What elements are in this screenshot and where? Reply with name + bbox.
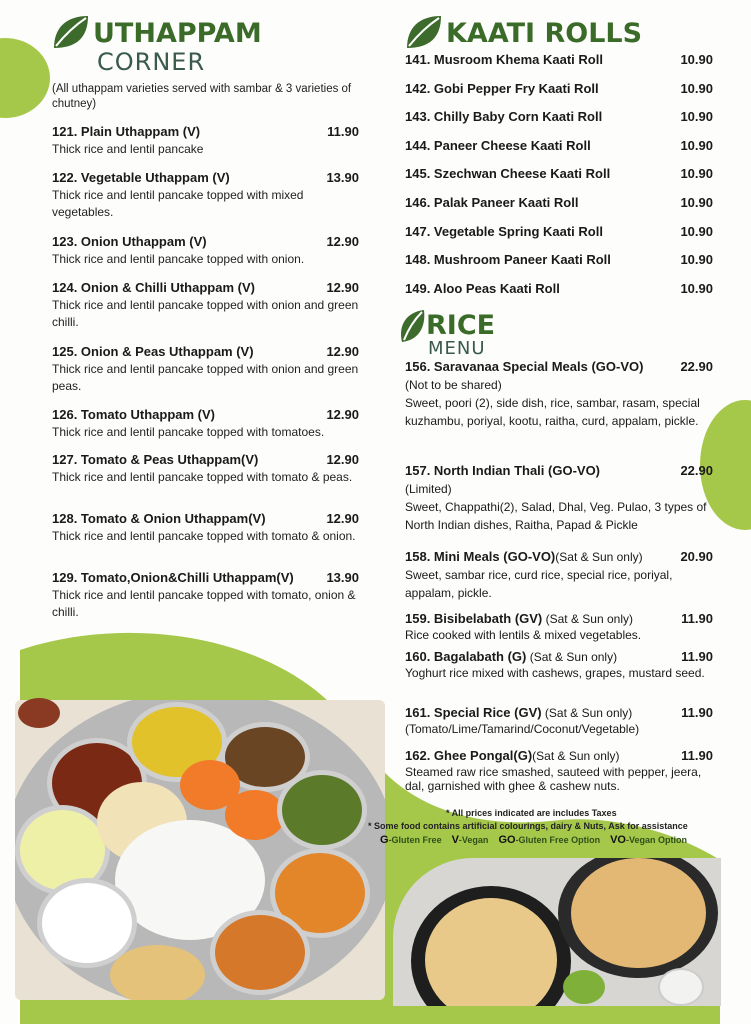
legend-entry <box>610 835 687 845</box>
menu-item-name-text: 162. Ghee Pongal(G) <box>405 748 533 763</box>
menu-item <box>405 358 713 430</box>
legend-code: GO <box>498 834 516 846</box>
menu-item-desc: Steamed raw rice smashed, sauteed with pepper, jeera, dal, garnished with ghee & cashew nuts. <box>405 765 702 793</box>
menu-item-name: 148. Mushroom Paneer Kaati Roll <box>405 252 611 268</box>
papad <box>110 945 205 1000</box>
thali-photo <box>15 700 385 1000</box>
kaati-item <box>405 138 713 153</box>
menu-item-desc: Rice cooked with lentils & mixed vegetables. <box>405 628 642 642</box>
menu-item-price: 10.90 <box>680 223 713 239</box>
kaati-item <box>405 252 713 267</box>
legend-entry <box>498 835 600 845</box>
legend-code: V <box>451 834 459 846</box>
uthappam-intro: (All uthappam varieties served with sambar & 3 varieties of chutney) <box>52 83 352 110</box>
menu-item <box>52 570 359 621</box>
menu-item-row <box>52 570 359 585</box>
leaf-icon <box>398 308 426 344</box>
menu-item-desc: Thick rice and lentil pancake topped with onion and green chilli. <box>52 298 359 329</box>
menu-item-name: 145. Szechwan Cheese Kaati Roll <box>405 166 611 182</box>
rice-subtitle: MENU <box>428 338 486 359</box>
diet-legend <box>380 834 697 846</box>
menu-item-price: 10.90 <box>680 137 713 153</box>
menu-item-price: 10.90 <box>680 195 713 210</box>
leaf-icon <box>52 14 90 50</box>
menu-item-row <box>52 170 359 185</box>
menu-item <box>52 124 359 158</box>
bowl-okra <box>277 770 367 850</box>
menu-item-name <box>405 747 620 765</box>
menu-item-desc: (Limited) Sweet, Chappathi(2), Salad, Dhal, Veg. Pulao, 3 types of North Indian dishes, Raitha, Papad & Pickle <box>405 482 707 532</box>
leaf-icon <box>405 14 443 50</box>
menu-item-price: 22.90 <box>680 359 713 374</box>
legend-label: -Gluten Free Option <box>515 835 601 845</box>
menu-item <box>405 548 713 602</box>
menu-item-price: 12.90 <box>326 511 359 526</box>
menu-item-name-text: 161. Special Rice (GV) <box>405 705 542 720</box>
menu-item-name: 142. Gobi Pepper Fry Kaati Roll <box>405 80 599 96</box>
legend-label: -Vegan Option <box>625 835 687 845</box>
menu-item-price: 10.90 <box>680 52 713 67</box>
kaati-item <box>405 81 713 96</box>
menu-item-row <box>405 548 713 566</box>
menu-item-price: 22.90 <box>680 463 713 478</box>
menu-item-price: 10.90 <box>680 80 713 96</box>
menu-item <box>52 234 359 268</box>
menu-item <box>405 648 713 680</box>
menu-item-desc: Thick rice and lentil pancake <box>52 142 204 156</box>
menu-item-desc: Yoghurt rice mixed with cashews, grapes, mustard seed. <box>405 666 705 680</box>
menu-item-row <box>52 344 359 359</box>
menu-item-price: 12.90 <box>326 344 359 359</box>
uthappam-subtitle: CORNER <box>97 48 206 76</box>
menu-item-name <box>405 704 632 722</box>
menu-item-name: 129. Tomato,Onion&Chilli Uthappam(V) <box>52 570 294 585</box>
menu-item-price: 11.90 <box>681 705 713 720</box>
legend-entry <box>452 835 489 845</box>
menu-item-note: (Sat & Sun only) <box>532 749 620 763</box>
menu-item-price: 12.90 <box>326 280 359 295</box>
menu-item-name <box>405 462 600 480</box>
kaati-item <box>405 281 713 296</box>
menu-item <box>405 747 713 793</box>
menu-item-price: 12.90 <box>326 407 359 422</box>
menu-item-row <box>52 234 359 249</box>
menu-item-price: 13.90 <box>326 170 359 185</box>
menu-item-name: 146. Palak Paneer Kaati Roll <box>405 195 579 210</box>
menu-item-note: (Sat & Sun only) <box>542 612 633 626</box>
menu-item-row <box>405 704 713 722</box>
menu-item <box>52 170 359 221</box>
menu-item-name: 128. Tomato & Onion Uthappam(V) <box>52 511 266 526</box>
allergy-note: * Some food contains artificial colourings, dairy & Nuts, Ask for assistance <box>368 821 688 831</box>
menu-item-price: 13.90 <box>326 570 359 585</box>
menu-item-name: 121. Plain Uthappam (V) <box>52 124 201 139</box>
menu-item-row <box>405 610 713 628</box>
menu-item-name: 144. Paneer Cheese Kaati Roll <box>405 137 591 153</box>
uthappam-2 <box>571 858 706 968</box>
kaati-item <box>405 52 713 67</box>
menu-item-price: 10.90 <box>680 109 713 125</box>
bowl-curry-3 <box>210 910 310 995</box>
legend-label: -Vegan <box>458 835 489 845</box>
menu-item-name <box>405 548 643 566</box>
menu-item-price: 11.90 <box>681 649 713 664</box>
menu-item-row <box>405 648 713 666</box>
menu-item-desc: Thick rice and lentil pancake topped with onion. <box>52 252 305 266</box>
menu-item <box>405 704 713 736</box>
kaati-title: KAATI ROLLS <box>446 18 643 49</box>
menu-item-row <box>52 452 359 467</box>
menu-item <box>52 407 359 441</box>
menu-item-price: 10.90 <box>680 166 713 182</box>
menu-item-name: 143. Chilly Baby Corn Kaati Roll <box>405 109 603 125</box>
menu-item-desc: Thick rice and lentil pancake topped with tomato & onion. <box>52 529 356 543</box>
menu-item-name-text: 160. Bagalabath (G) <box>405 649 527 664</box>
uthappam-photo <box>393 858 721 1006</box>
menu-item-note: (Sat & Sun only) <box>526 650 618 664</box>
menu-item-price: 20.90 <box>680 549 713 564</box>
jalebi-2 <box>225 790 285 840</box>
menu-item <box>405 462 713 534</box>
kaati-item <box>405 166 713 181</box>
chutney-bowl <box>563 970 605 1004</box>
legend-entry <box>380 835 442 845</box>
menu-item-name: 123. Onion Uthappam (V) <box>52 234 207 249</box>
menu-item-desc: (Not to be shared) Sweet, poori (2), side dish, rice, sambar, rasam, special kuzhambu, poriyal, kootu, raitha, curd, appalam, pickle. <box>405 378 700 428</box>
menu-item-name: 149. Aloo Peas Kaati Roll <box>405 280 560 296</box>
menu-item-row <box>405 358 713 376</box>
menu-item-row <box>52 280 359 295</box>
menu-item-price: 10.90 <box>680 252 713 268</box>
menu-item-name-text: 156. Saravanaa Special Meals (GO-VO) <box>405 359 644 374</box>
legend-code: G <box>380 834 389 846</box>
menu-item-name-text: 158. Mini Meals (GO-VO) <box>405 549 556 564</box>
menu-item-desc: Thick rice and lentil pancake topped with tomatoes. <box>52 425 325 439</box>
menu-item-note: (Sat & Sun only) <box>555 550 643 564</box>
menu-item-name <box>405 648 617 666</box>
menu-item <box>52 344 359 395</box>
menu-item-name <box>405 610 633 628</box>
tax-note: * All prices indicated are includes Taxes <box>446 808 617 818</box>
menu-item <box>52 511 359 545</box>
menu-item-price: 10.90 <box>680 280 713 296</box>
lime-arc-topleft <box>0 38 50 118</box>
menu-item-name: 147. Vegetable Spring Kaati Roll <box>405 223 603 239</box>
menu-item-name: 124. Onion & Chilli Uthappam (V) <box>52 280 255 295</box>
menu-item-name: 125. Onion & Peas Uthappam (V) <box>52 344 254 359</box>
menu-item-desc: (Tomato/Lime/Tamarind/Coconut/Vegetable) <box>405 722 640 736</box>
kaati-item <box>405 224 713 239</box>
menu-item-price: 11.90 <box>681 611 713 626</box>
menu-item-price: 12.90 <box>326 452 359 467</box>
menu-item-row <box>52 407 359 422</box>
kaati-item <box>405 109 713 124</box>
menu-item <box>52 280 359 331</box>
rice-title: RICE <box>426 310 496 341</box>
menu-item <box>405 610 713 642</box>
menu-item-note: (Sat & Sun only) <box>541 706 633 720</box>
menu-item <box>52 452 359 486</box>
kaati-item <box>405 195 713 210</box>
menu-item-name: 126. Tomato Uthappam (V) <box>52 407 216 422</box>
uthappam-title: UTHAPPAM <box>93 18 262 49</box>
menu-item-price: 12.90 <box>326 234 359 249</box>
menu-item-price: 11.90 <box>327 124 359 139</box>
menu-item-price: 11.90 <box>681 748 713 763</box>
menu-item-desc: Thick rice and lentil pancake topped with tomato, onion & chilli. <box>52 588 356 619</box>
menu-item-row <box>52 124 359 139</box>
legend-label: -Gluten Free <box>388 835 442 845</box>
spice-pile <box>18 698 60 728</box>
menu-item-name: 141. Musroom Khema Kaati Roll <box>405 52 603 67</box>
menu-item-name <box>405 358 643 376</box>
peas-bowl <box>658 968 704 1006</box>
menu-item-desc: Thick rice and lentil pancake topped with onion and green peas. <box>52 362 359 393</box>
menu-item-name-text: 157. North Indian Thali (GO-VO) <box>405 463 601 478</box>
menu-item-desc: Thick rice and lentil pancake topped with tomato & peas. <box>52 470 353 484</box>
menu-item-row <box>405 462 713 480</box>
legend-code: VO <box>610 834 626 846</box>
menu-item-name-text: 159. Bisibelabath (GV) <box>405 611 543 626</box>
menu-item-name: 122. Vegetable Uthappam (V) <box>52 170 230 185</box>
menu-item-desc: Thick rice and lentil pancake topped with mixed vegetables. <box>52 188 304 219</box>
menu-item-row <box>405 747 713 765</box>
menu-item-row <box>52 511 359 526</box>
menu-item-name: 127. Tomato & Peas Uthappam(V) <box>52 452 259 467</box>
menu-item-desc: Sweet, sambar rice, curd rice, special rice, poriyal, appalam, pickle. <box>405 568 673 600</box>
